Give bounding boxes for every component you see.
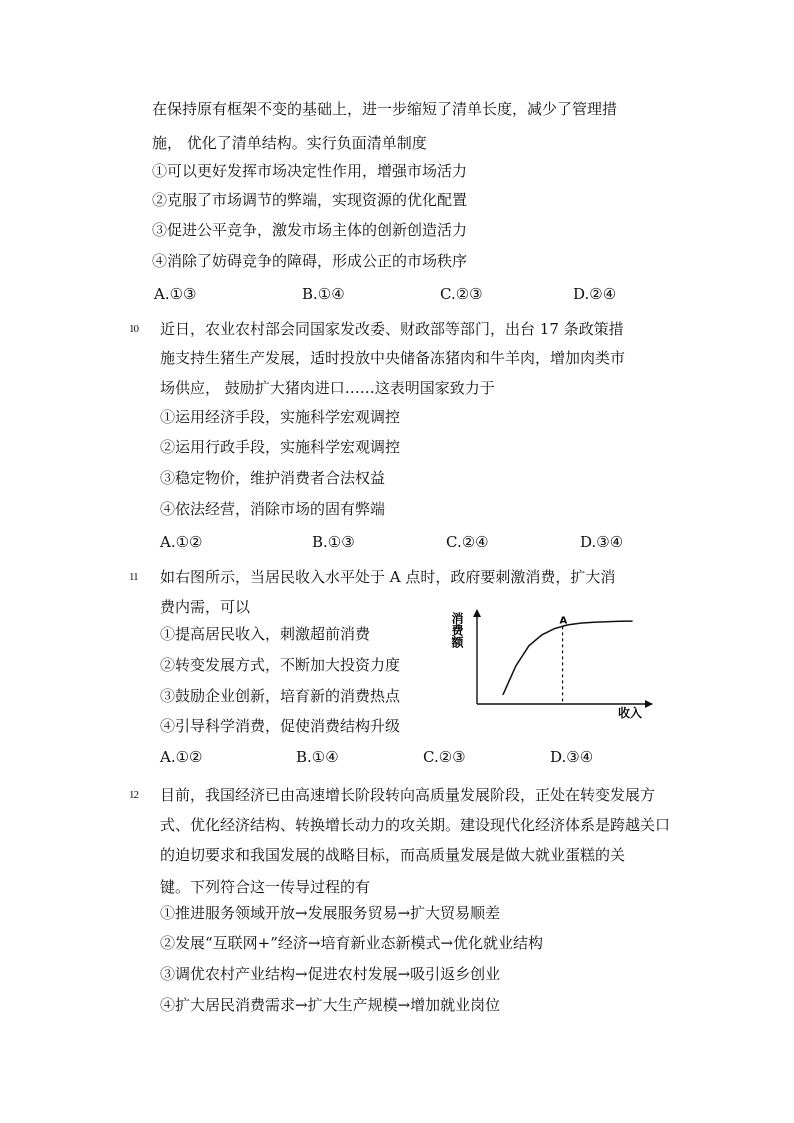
consumption-income-chart <box>450 604 655 722</box>
q9-line-2: 施， 优化了清单结构。实行负面清单制度 <box>152 134 427 152</box>
q11-line-2: 费内需，可以 <box>160 598 251 616</box>
q9-statement-4: ④消除了妨碍竞争的障碍，形成公正的市场秩序 <box>152 252 468 270</box>
consumption-curve <box>503 621 633 695</box>
q9-statement-1: ①可以更好发挥市场决定性作用，增强市场活力 <box>152 162 468 180</box>
q10-option-b: B.①③ <box>312 533 355 551</box>
q11-line-1: 如右图所示，当居民收入水平处于 A 点时，政府要刺激消费，扩大消 <box>160 568 616 586</box>
q11-option-c: C.②③ <box>423 748 466 766</box>
q11-option-d: D.③④ <box>550 748 594 766</box>
q9-option-b: B.①④ <box>302 285 345 303</box>
q12-line-4: 键。下列符合这一传导过程的有 <box>160 878 371 896</box>
q11-statement-4: ④引导科学消费，促使消费结构升级 <box>160 717 401 735</box>
q10-statement-4: ④依法经营，消除市场的固有弊端 <box>160 500 386 518</box>
q12-line-1: 目前，我国经济已由高速增长阶段转向高质量发展阶段，正处在转变发展方 <box>160 786 656 804</box>
q11-statement-1: ①提高居民收入，刺激超前消费 <box>160 625 371 643</box>
q10-option-a: A.①② <box>160 533 203 551</box>
q10-statement-2: ②运用行政手段，实施科学宏观调控 <box>160 438 401 456</box>
q9-statement-3: ③促进公平竞争，激发市场主体的创新创造活力 <box>152 221 468 239</box>
x-axis-label: 收入 <box>618 706 643 720</box>
q9-line-1: 在保持原有框架不变的基础上，进一步缩短了清单长度，减少了管理措 <box>152 100 618 118</box>
y-axis-label: 消费额 <box>450 612 464 648</box>
q10-statement-1: ①运用经济手段，实施科学宏观调控 <box>160 408 401 426</box>
q12-line-2: 式、优化经济结构、转换增长动力的攻关期。建设现代化经济体系是跨越关口 <box>160 816 671 834</box>
q9-option-a: A.①③ <box>154 285 197 303</box>
q10-line-1: 近日，农业农村部会同国家发改委、财政部等部门，出台 17 条政策措 <box>160 320 624 338</box>
q10-option-c: C.②④ <box>446 533 489 551</box>
q9-option-d: D.②④ <box>573 285 617 303</box>
q9-statement-2: ②克服了市场调节的弊端，实现资源的优化配置 <box>152 191 468 209</box>
q12-number: 12 <box>129 789 138 801</box>
q12-statement-3: ③调优农村产业结构→促进农村发展→吸引返乡创业 <box>160 965 501 983</box>
q11-number: 11 <box>129 571 138 583</box>
q10-number: 10 <box>129 323 138 335</box>
q12-statement-1: ①推进服务领域开放→发展服务贸易→扩大贸易顺差 <box>160 904 501 922</box>
point-a-label: A <box>559 615 568 627</box>
q12-statement-2: ②发展“互联网+”经济→培育新业态新模式→优化就业结构 <box>160 934 544 952</box>
q11-statement-2: ②转变发展方式，不断加大投资力度 <box>160 656 401 674</box>
q11-statement-3: ③鼓励企业创新，培育新的消费热点 <box>160 687 401 705</box>
q11-option-a: A.①② <box>160 748 203 766</box>
q10-statement-3: ③稳定物价，维护消费者合法权益 <box>160 469 386 487</box>
q11-option-b: B.①④ <box>296 748 339 766</box>
q9-option-c: C.②③ <box>440 285 483 303</box>
q10-option-d: D.③④ <box>580 533 624 551</box>
q12-line-3: 的迫切要求和我国发展的战略目标，而高质量发展是做大就业蛋糕的关 <box>160 846 626 864</box>
q10-line-2: 施支持生猪生产发展，适时投放中央储备冻猪肉和牛羊肉，增加肉类市 <box>160 349 626 367</box>
q10-line-3: 场供应， 鼓励扩大猪肉进口……这表明国家致力于 <box>160 379 495 397</box>
q12-statement-4: ④扩大居民消费需求→扩大生产规模→增加就业岗位 <box>160 996 501 1014</box>
